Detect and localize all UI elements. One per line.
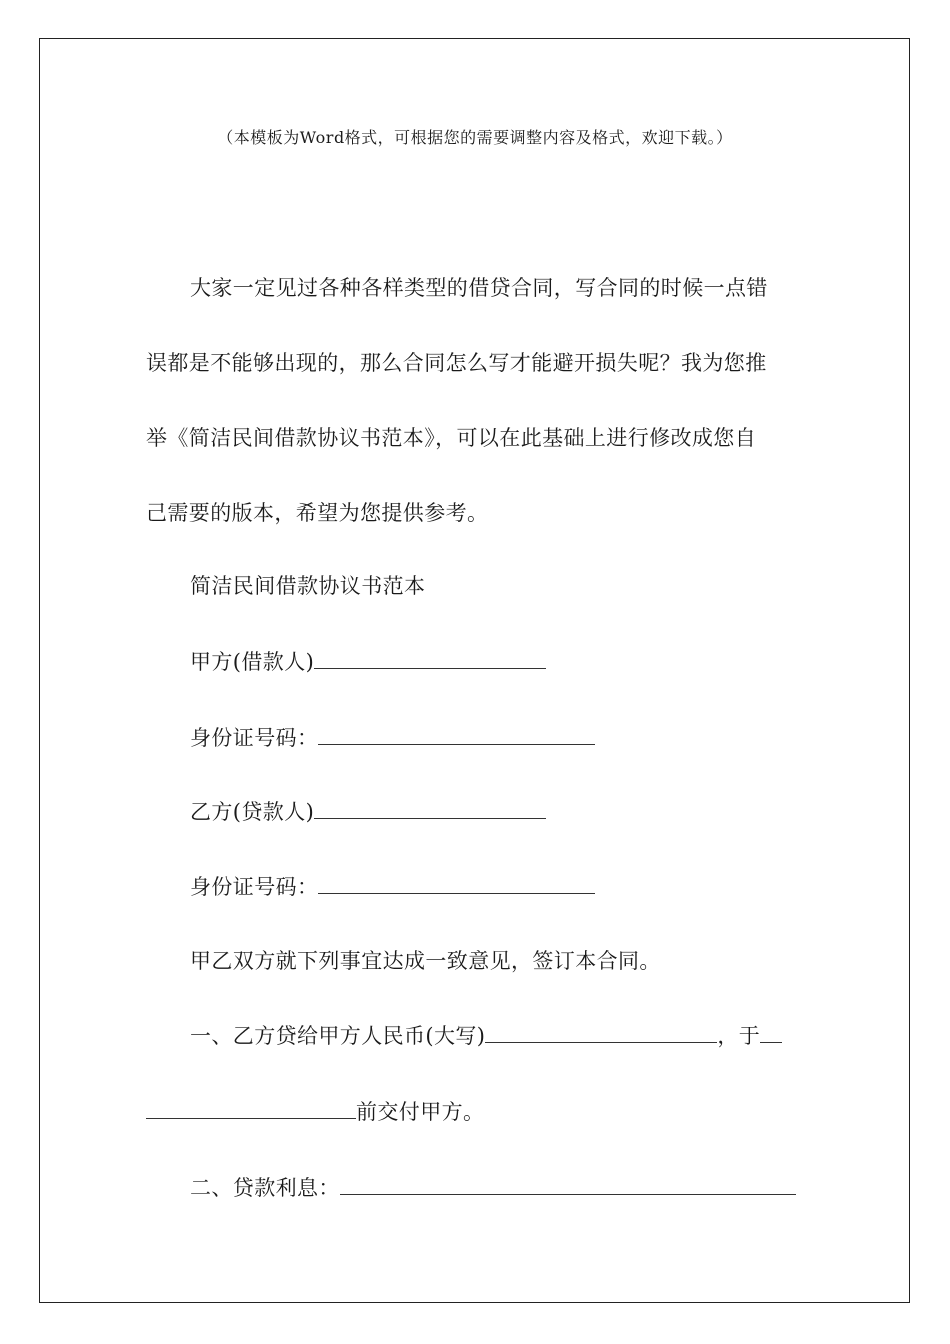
clause-1-row-2 xyxy=(146,1096,484,1127)
clause-1-separator: ，于 xyxy=(717,1024,761,1048)
clause-2-interest-blank[interactable] xyxy=(340,1172,796,1195)
party-b-id-blank[interactable] xyxy=(318,871,595,894)
intro-line-4: 己需要的版本，希望为您提供参考。 xyxy=(146,501,489,525)
party-b-row xyxy=(190,796,546,827)
party-b-blank[interactable] xyxy=(314,796,546,819)
clause-1-end: 前交付甲方。 xyxy=(356,1100,485,1124)
clause-1-row xyxy=(190,1020,782,1051)
template-note: （本模板为Word格式，可根据您的需要调整内容及格式，欢迎下载。） xyxy=(217,128,733,147)
party-b-id-row xyxy=(190,871,595,902)
agreement-statement: 甲乙双方就下列事宜达成一致意见，签订本合同。 xyxy=(190,949,661,973)
clause-1-amount-blank[interactable] xyxy=(485,1020,717,1043)
intro-line-2: 误都是不能够出现的，那么合同怎么写才能避开损失呢？我为您推 xyxy=(146,351,767,375)
party-a-id-row xyxy=(190,722,595,753)
intro-line-3: 举《简洁民间借款协议书范本》，可以在此基础上进行修改成您自 xyxy=(146,426,757,450)
clause-2-label: 二、贷款利息： xyxy=(190,1176,340,1200)
party-a-id-blank[interactable] xyxy=(318,722,595,745)
contract-title: 简洁民间借款协议书范本 xyxy=(190,574,426,598)
party-b-label: 乙方(贷款人) xyxy=(190,800,315,824)
party-a-blank[interactable] xyxy=(314,646,546,669)
clause-1-text: 一、乙方贷给甲方人民币(大写) xyxy=(190,1024,486,1048)
intro-line-1: 大家一定见过各种各样类型的借贷合同，写合同的时候一点错 xyxy=(190,276,768,300)
party-a-label: 甲方(借款人) xyxy=(190,650,315,674)
party-b-id-label: 身份证号码： xyxy=(190,875,319,899)
clause-1-date-blank-start[interactable] xyxy=(760,1020,782,1043)
clause-2-row xyxy=(190,1172,796,1203)
party-a-id-label: 身份证号码： xyxy=(190,726,319,750)
party-a-row xyxy=(190,646,546,677)
clause-1-date-blank[interactable] xyxy=(146,1096,356,1119)
